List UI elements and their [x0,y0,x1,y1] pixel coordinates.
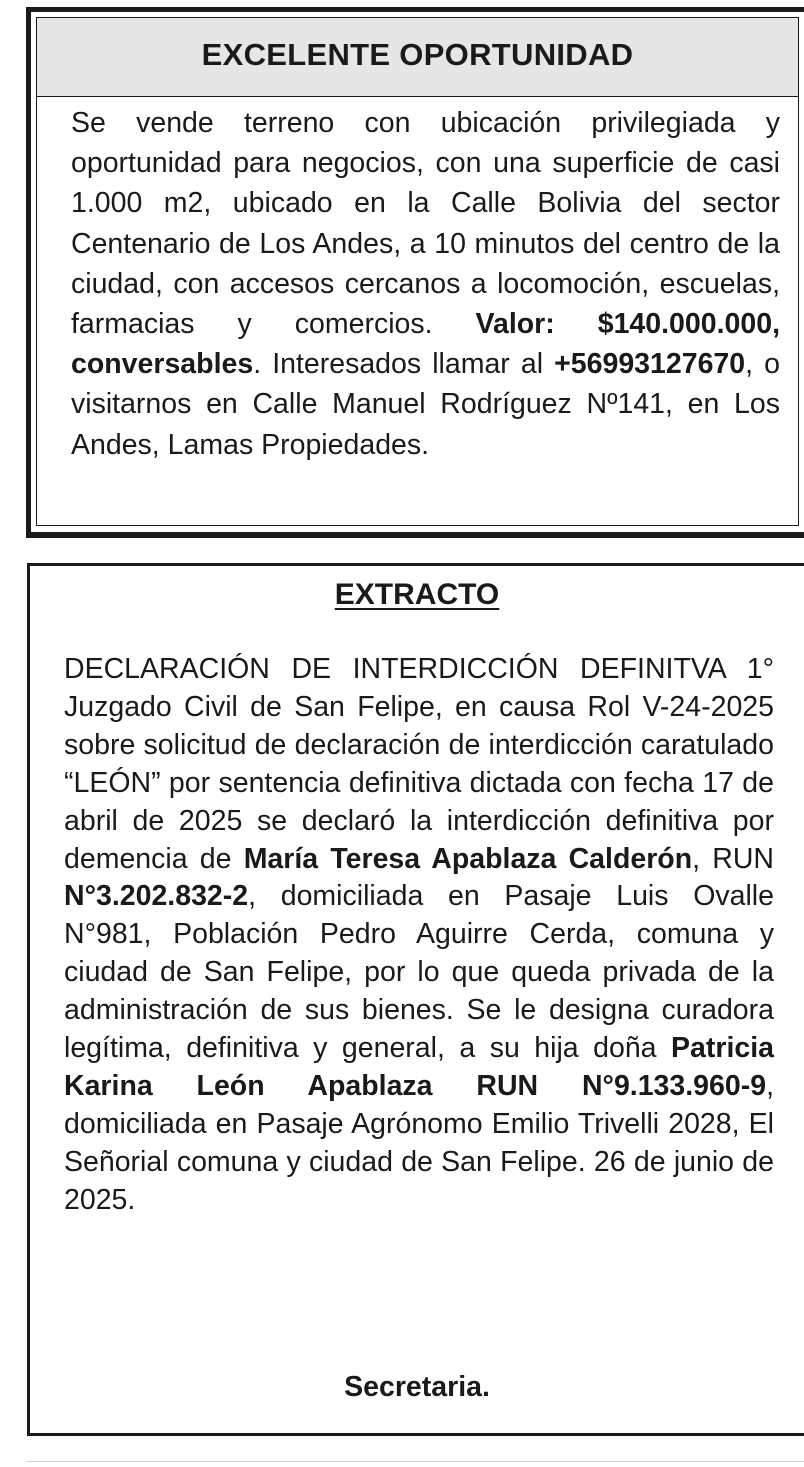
ad-terreno-inner-frame [36,17,799,526]
ad-terreno-paragraph [71,103,780,465]
ad-terreno-body [37,97,798,465]
ad-extracto-body [64,651,774,1220]
ad-extracto-intro: DECLARACIÓN DE INTERDICCIÓN DEFINITVA 1° Juzgado Civil de San Felipe, en causa Rol V-24-2025 sobre solicitud de declaración de interdicción caratulado “LEÓN” por sentencia definitiva dictada con fecha 17 de abril de 2025 se declaró la interdicción definitiva por demencia de [64,653,774,875]
ad-terreno-call-text: . Interesados llamar al [253,348,555,381]
ad-extracto-title: EXTRACTO [334,578,500,611]
ad-extracto-paragraph [64,651,774,1220]
ad-terreno-phone: +56993127670 [554,348,746,381]
ad-extracto-person-run: N°3.202.832-2 [64,880,249,913]
ad-terreno-header [37,18,798,97]
ad-extracto-signature: Secretaria. [344,1371,490,1403]
ad-extracto-person-name: María Teresa Apablaza Calderón [243,842,693,875]
ad-extracto-closing: , domiciliada en Pasaje Agrónomo Emilio Trivelli 2028, El Señorial comuna y ciudad de San Felipe. 26 de junio de 2025. [64,1069,774,1216]
ad-extracto [27,563,804,1436]
ad-terreno-title: EXCELENTE OPORTUNIDAD [201,37,634,72]
ad-extracto-middle: , domiciliada en Pasaje Luis Ovalle N°981, Población Pedro Aguirre Cerda, comuna y ciudad de San Felipe, por lo que queda privada de la administración de sus bienes. Se le designa curadora legítima, definitiva y general, a su hija doña [64,880,774,1065]
ad-extracto-curator: Patricia Karina León Apablaza RUN N°9.133.960-9 [64,1032,774,1102]
ad-terreno-price: Valor: $140.000.000, conversables [71,308,780,381]
ad-terreno-intro: Se vende terreno con ubicación privilegiada y oportunidad para negocios, con una superficie de casi 1.000 m2, ubicado en la Calle Bolivia del sector Centenario de Los Andes, a 10 minutos del centro de la ciudad, con accesos cercanos a locomoción, escuelas, farmacias y comercios. [71,107,780,341]
page-bottom-divider [27,1461,804,1462]
ad-terreno-venta [26,7,804,538]
ad-extracto-run-label: , RUN [692,842,774,875]
ad-terreno-closing: , o visitarnos en Calle Manuel Rodríguez Nº141, en Los Andes, Lamas Propiedades. [71,348,780,461]
